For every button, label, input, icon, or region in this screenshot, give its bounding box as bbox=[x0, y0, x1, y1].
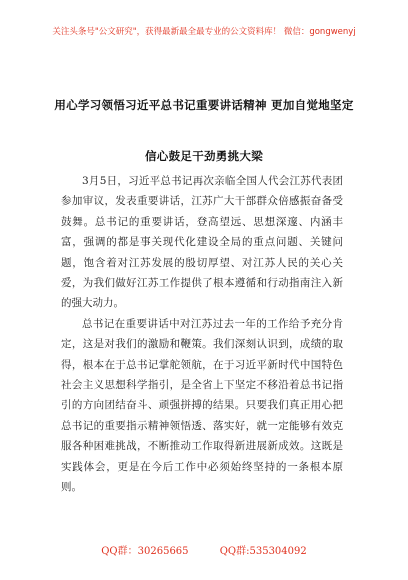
paragraph-1: 3月5日，习近平总书记再次亲临全国人代会江苏代表团参加审议，发表重要讲话，江苏广大干部群众倍感振奋备受鼓舞。总书记的重要讲话，登高望远、思想深邃、内涵丰富，强调的都是事关现代化建设全局的重点问题、关键问题，饱含着对江苏发展的殷切厚望、对江苏人民的关心关爱，为我们做好江苏工作提供了根本遵循和行动指南注入新的强大动力。 bbox=[61, 175, 343, 310]
document-title-line-1: 用心学习领悟习近平总书记重要讲话精神 更加自觉地坚定 bbox=[54, 98, 354, 112]
qq-group-2: QQ群:535304092 bbox=[219, 546, 307, 557]
document-body bbox=[61, 171, 343, 498]
paragraph-2: 总书记在重要讲话中对江苏过去一年的工作给予充分肯定，这是对我们的激励和鞭策。我们深刻认识到，成绩的取得，根本在于总书记掌舵领航，在于习近平新时代中国特色社会主义思想科学指引，是全省上下坚定不移沿着总书记指引的方向团结奋斗、顽强拼搏的结果。只要我们真正用心把总书记的重要指示精神领悟透、落实好，就一定能够有效克服各种困难挑战，不断推动工作取得新进展新成效。这既是实践体会，更是在今后工作中必须始终坚持的一条根本原则。 bbox=[61, 317, 343, 494]
document-title-line-2: 信心鼓足干劲勇挑大梁 bbox=[145, 149, 263, 163]
qq-group-1: QQ群：30265665 bbox=[101, 546, 189, 557]
header-banner: 关注头条号"公文研究"，获得最新最全最专业的公文资料库！ 微信：gongwenyj bbox=[52, 27, 356, 37]
footer-contact bbox=[0, 542, 408, 557]
